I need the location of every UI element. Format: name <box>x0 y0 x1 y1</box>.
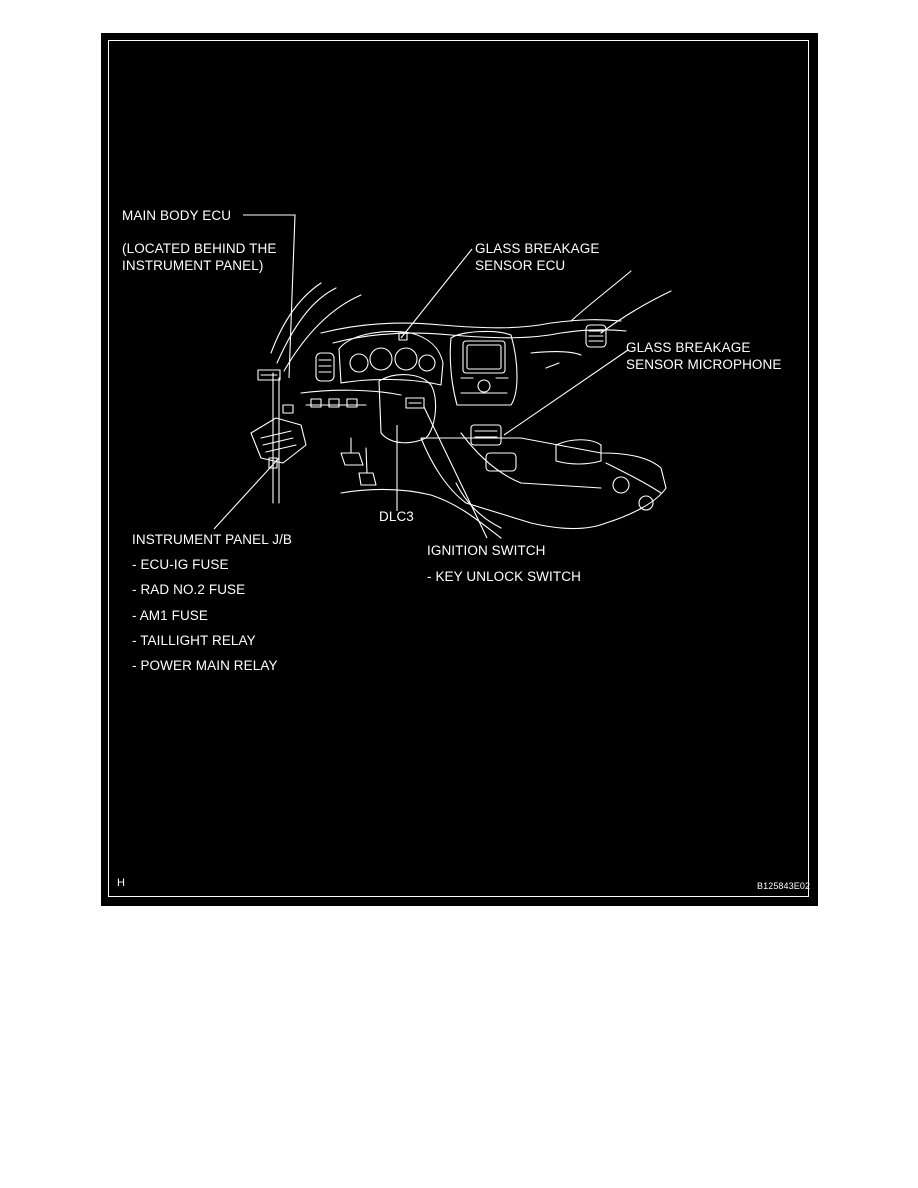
display-screen <box>463 341 505 373</box>
jb-item: - RAD NO.2 FUSE <box>132 582 246 597</box>
label-main-body-ecu: MAIN BODY ECU <box>122 208 232 223</box>
label-dlc3: DLC3 <box>379 509 414 524</box>
cluster-hood <box>339 332 443 385</box>
jb-item: - AM1 FUSE <box>132 608 209 623</box>
a-pillar <box>271 283 321 353</box>
center-stack <box>450 331 517 405</box>
shifter-area <box>471 425 501 445</box>
label-instrument-panel-jb: INSTRUMENT PANEL J/B <box>132 532 293 547</box>
steering-column <box>379 375 436 443</box>
jb-item: - ECU-IG FUSE <box>132 557 229 572</box>
label-gbs-mic-line1: GLASS BREAKAGE <box>626 340 751 355</box>
brake-pedal <box>341 453 363 465</box>
left-vent <box>316 353 334 381</box>
leader-ip-jb <box>214 458 279 529</box>
leader-ignition <box>424 407 487 538</box>
figure-code: B125843E02 <box>757 881 811 891</box>
jb-item: - POWER MAIN RELAY <box>132 658 278 673</box>
diagram-figure <box>101 33 818 906</box>
corner-letter: H <box>117 877 126 889</box>
gbs-ecu-unit <box>399 333 407 340</box>
label-located-line1: (LOCATED BEHIND THE <box>122 241 277 256</box>
leader-gbs-mic <box>504 350 628 435</box>
label-gbs-ecu-line2: SENSOR ECU <box>475 258 566 273</box>
label-ignition-switch: IGNITION SWITCH <box>427 543 546 558</box>
label-key-unlock-switch: - KEY UNLOCK SWITCH <box>427 569 581 584</box>
jb-item: - TAILLIGHT RELAY <box>132 633 256 648</box>
label-gbs-mic-line2: SENSOR MICROPHONE <box>626 357 782 372</box>
label-gbs-ecu-line1: GLASS BREAKAGE <box>475 241 600 256</box>
label-located-line2: INSTRUMENT PANEL) <box>122 258 264 273</box>
dashboard-illustration <box>101 33 818 906</box>
